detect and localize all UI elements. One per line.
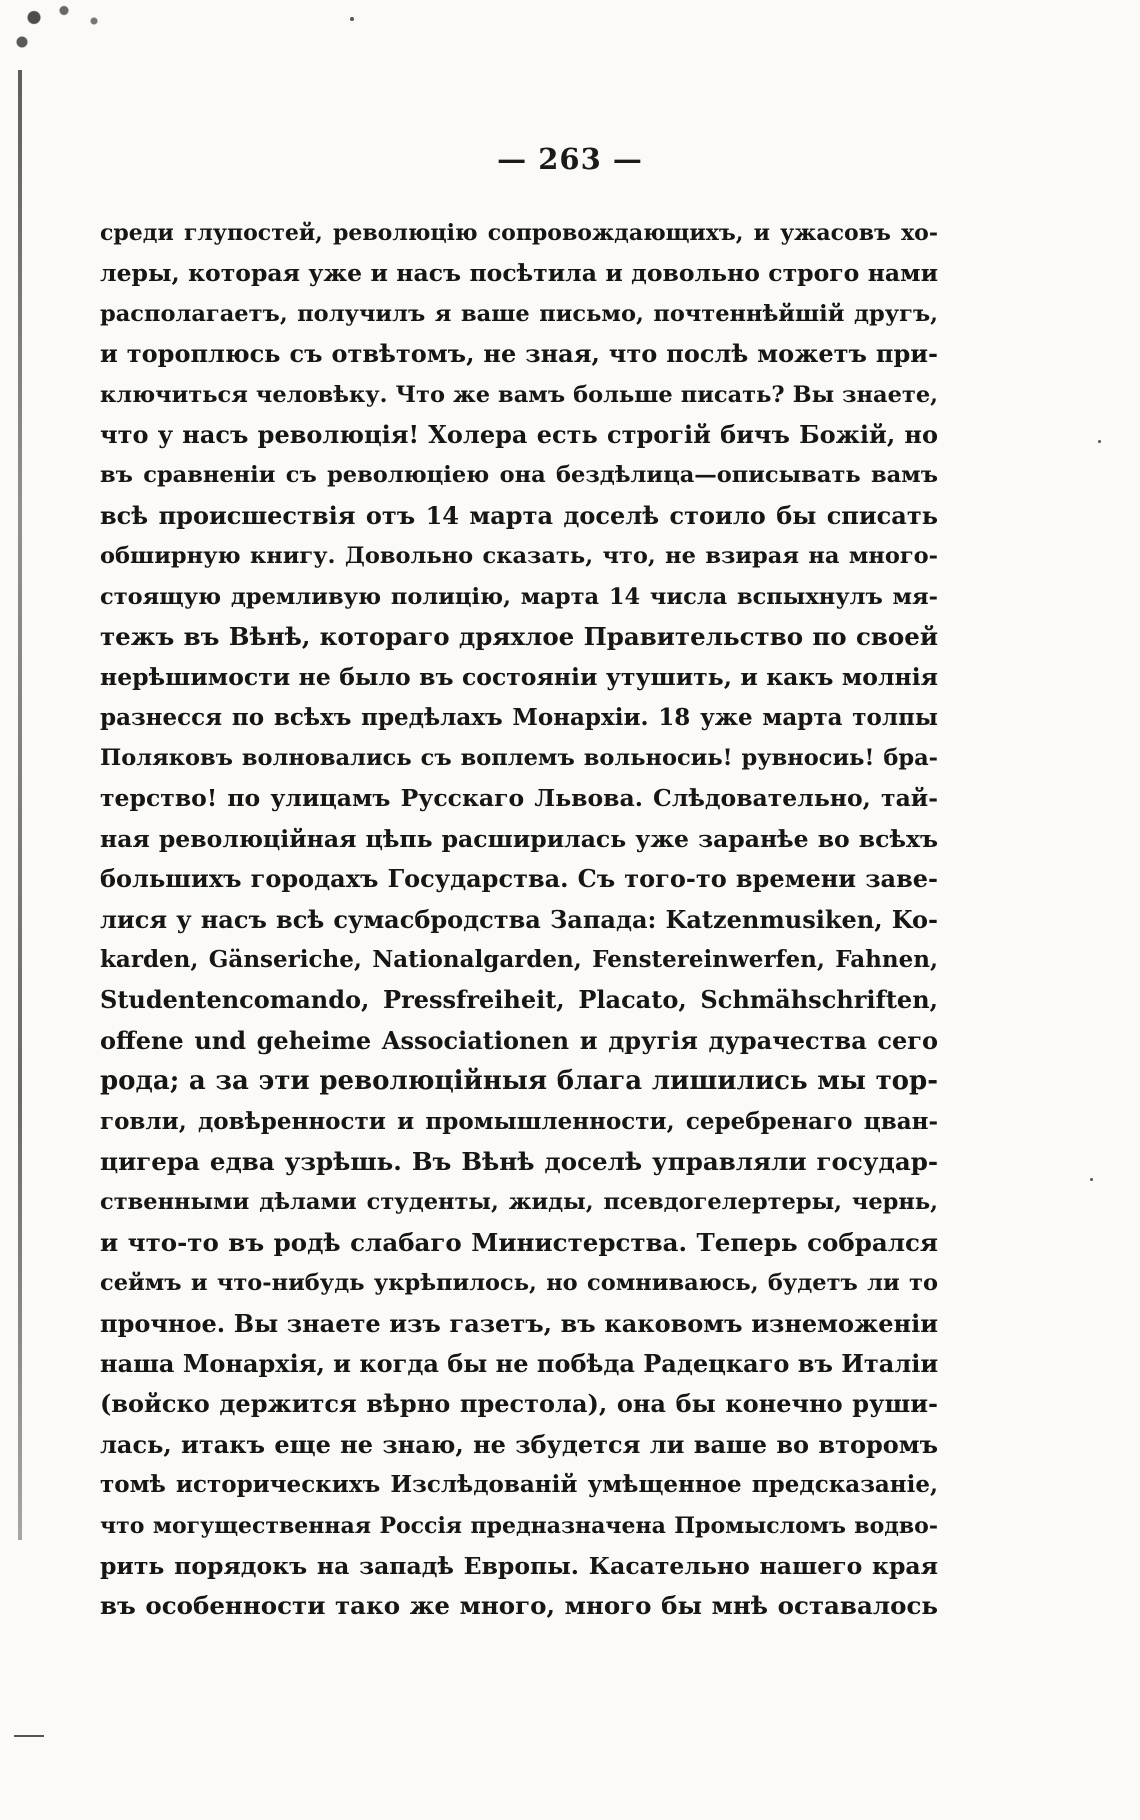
text-line: прочное. Вы знаете изъ газетъ, въ каковомъ изнеможеніи (100, 1308, 938, 1338)
text-line: рода; а за эти революційныя блага лишились мы тор- (100, 1066, 938, 1097)
text-line: цигера едва узрѣшь. Въ Вѣнѣ доселѣ управляли государ- (100, 1146, 938, 1176)
text-line: тежъ въ Вѣнѣ, котораго дряхлое Правительство по своей (100, 621, 938, 651)
body-text (100, 213, 938, 1627)
text-line: говли, довѣренности и промышленности, серебренаго цван- (100, 1107, 938, 1135)
text-line: всѣ происшествія отъ 14 марта доселѣ стоило бы списать (100, 500, 938, 530)
text-line: что могущественная Россія предназначена Промысломъ водво- (100, 1512, 938, 1539)
text-line: что у насъ революція! Холера есть строгій бичъ Божій, но (100, 419, 938, 449)
text-line: ная революційная цѣпь расширилась уже заранѣе во всѣхъ (100, 824, 938, 853)
text-line: и что-то въ родѣ слабаго Министерства. Теперь собрался (100, 1227, 938, 1257)
text-line: большихъ городахъ Государства. Съ того-то времени заве- (100, 864, 938, 894)
text-line: стоящую дремливую полицію, марта 14 числа вспыхнулъ мя- (100, 583, 938, 610)
text-line: въ сравненіи съ революціею она бездѣлица—описывать вамъ (100, 462, 938, 489)
scan-artifact-corner (10, 0, 130, 70)
text-line: Studentencomando, Pressfreiheit, Placato, Schmähschriften, (100, 985, 938, 1015)
scan-speck (350, 17, 354, 21)
scan-edge-left (18, 70, 22, 1540)
text-line: лися у насъ всѣ сумасбродства Запада: Katzenmusiken, Ko- (100, 904, 938, 934)
text-line: лась, итакъ еще не знаю, не збудется ли ваше во второмъ (100, 1429, 938, 1459)
scan-speck (1090, 1178, 1093, 1181)
text-line: нерѣшимости не было въ состояніи утушить, и какъ молнія (100, 663, 938, 692)
text-line: томѣ историческихъ Изслѣдованій умѣщенное предсказаніе, (100, 1471, 938, 1499)
scan-speck (1098, 440, 1101, 443)
text-line: karden, Gänseriche, Nationalgarden, Fenstereinwerfen, Fahnen, (100, 946, 938, 974)
text-line: обширную книгу. Довольно сказать, что, не взирая на много- (100, 543, 938, 570)
text-line: располагаетъ, получилъ я ваше письмо, почтеннѣйшій другъ, (100, 300, 938, 327)
text-line: offene und geheime Associationen и другія дурачества сего (100, 1025, 938, 1055)
text-line: въ особенности тако же много, много бы мнѣ оставалось (100, 1591, 938, 1621)
text-line: леры, которая уже и насъ посѣтила и довольно строго нами (100, 259, 938, 288)
page-number: — 263 — (497, 142, 643, 176)
text-line: Поляковъ волновались съ воплемъ вольносиь! рувносиь! бра- (100, 745, 938, 772)
text-line: терство! по улицамъ Русскаго Львова. Слѣдовательно, тай- (100, 784, 938, 813)
text-line: (войско держится вѣрно престола), она бы конечно руши- (100, 1389, 938, 1419)
text-line: рить порядокъ на западѣ Европы. Касательно нашего края (100, 1551, 938, 1580)
text-line: разнесся по всѣхъ предѣлахъ Монархіи. 18 уже марта толпы (100, 703, 938, 731)
scan-dash (14, 1735, 44, 1737)
text-line: наша Монархія, и когда бы не побѣда Радецкаго въ Италіи (100, 1348, 938, 1378)
text-line: ключиться человѣку. Что же вамъ больше писать? Вы знаете, (100, 381, 938, 408)
text-line: сеймъ и что-нибудь укрѣпилось, но сомниваюсь, будетъ ли то (100, 1270, 938, 1297)
text-line: ственными дѣлами студенты, жиды, псевдогелертеры, чернь, (100, 1189, 938, 1216)
text-line: среди глупостей, революцію сопровождающихъ, и ужасовъ хо- (100, 220, 938, 246)
text-line: и тороплюсь съ отвѣтомъ, не зная, что послѣ можетъ при- (100, 339, 938, 369)
